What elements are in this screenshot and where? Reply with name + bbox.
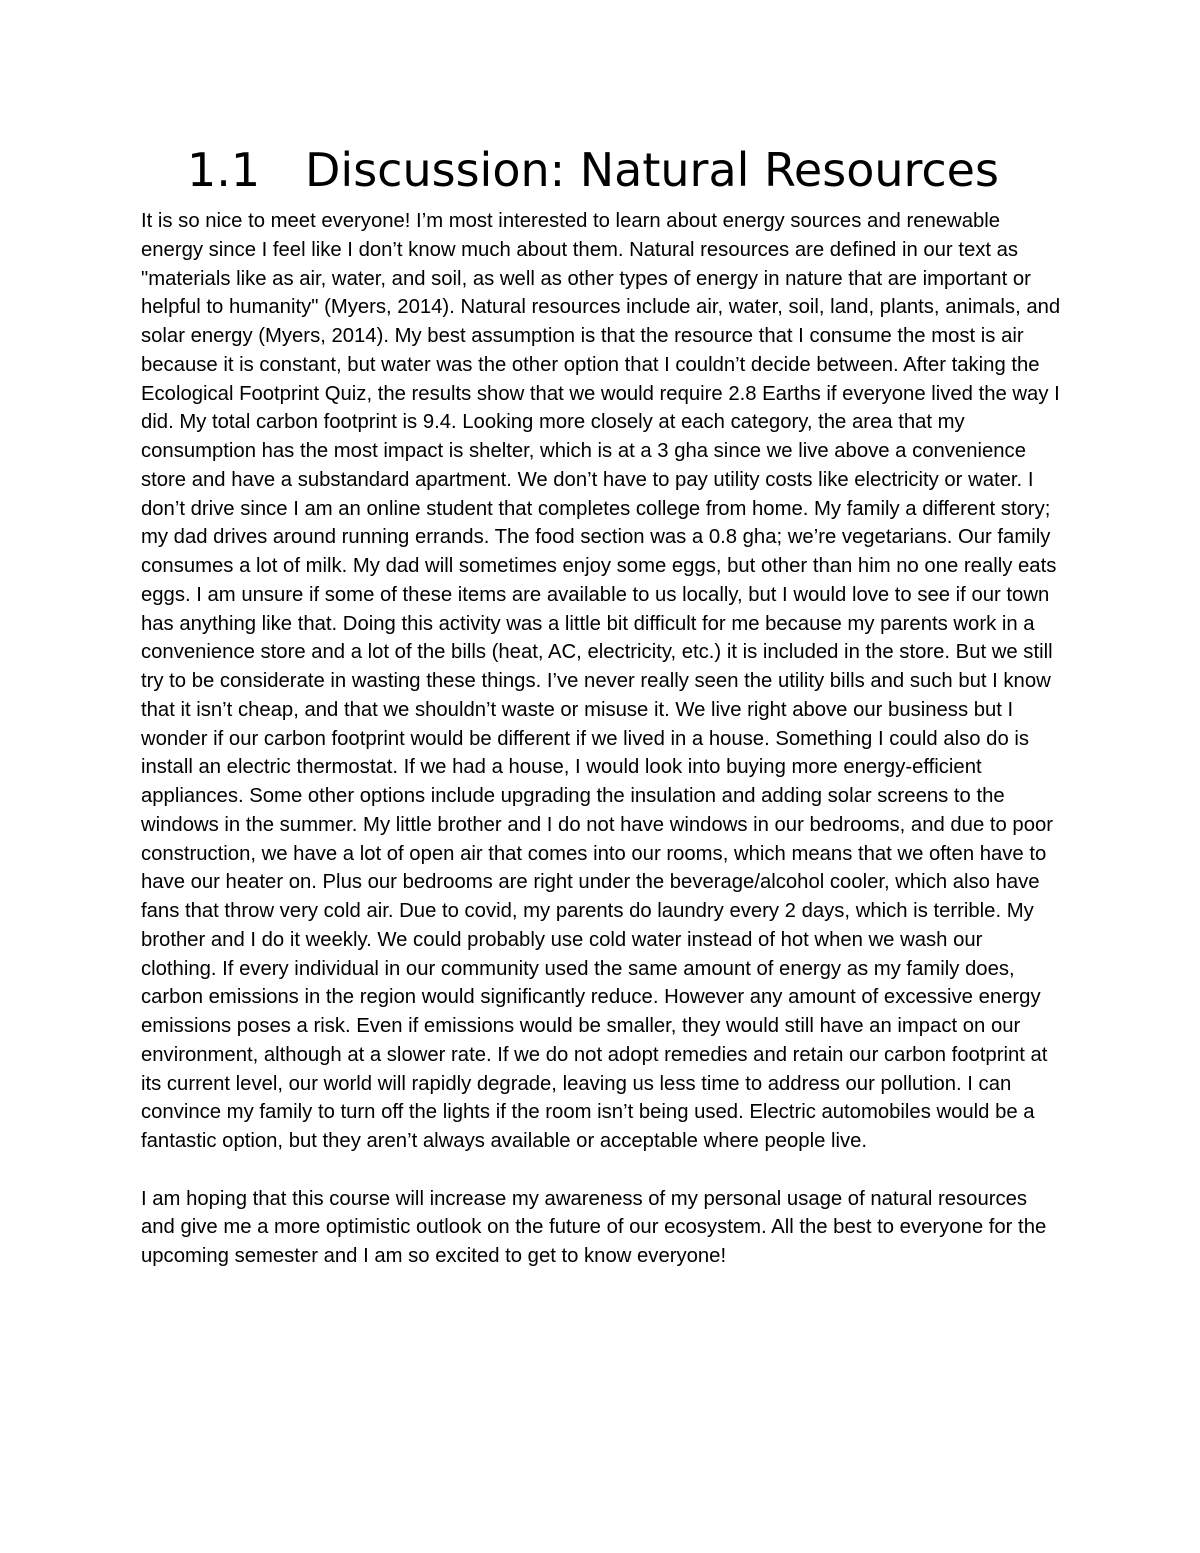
heading-number: 1.1 bbox=[187, 143, 261, 197]
heading-title: Discussion: Natural Resources bbox=[305, 143, 999, 197]
body-paragraph-2: I am hoping that this course will increase my awareness of my personal usage of natural resources and give me a more optimistic outlook on the future of our ecosystem. All the best to everyone for the upcoming semester and I am so excited to get to know everyone! bbox=[141, 1187, 1047, 1267]
page-title bbox=[187, 140, 999, 200]
body-paragraph-1: It is so nice to meet everyone! I’m most interested to learn about energy sources and renewable energy since I feel like I don’t know much about them. Natural resources are defined in our text as "materials like as air, water, and soil, as well as other types of energy in nature that are important or helpful to humanity" (Myers, 2014). Natural resources include air, water, soil, land, plants, animals, and solar energy (Myers, 2014). My best assumption is that the resource that I consume the most is air because it is constant, but water was the other option that I couldn’t decide between. After taking the Ecological Footprint Quiz, the results show that we would require 2.8 Earths if everyone lived the way I did. My total carbon footprint is 9.4. Looking more closely at each category, the area that my consumption has the most impact is shelter, which is at a 3 gha since we live above a convenience store and have a substandard apartment. We don’t have to pay utility costs like electricity or water. I don’t drive since I am an online student that completes college from home. My family a different story; my dad drives around running errands. The food section was a 0.8 gha; we’re vegetarians. Our family consumes a lot of milk. My dad will sometimes enjoy some eggs, but other than him no one really eats eggs. I am unsure if some of these items are available to us locally, but I would love to see if our town has anything like that. Doing this activity was a little bit difficult for me because my parents work in a convenience store and a lot of the bills (heat, AC, electricity, etc.) it is included in the store. But we still try to be considerate in wasting these things. I’ve never really seen the utility bills and such but I know that it isn’t cheap, and that we shouldn’t waste or misuse it. We live right above our business but I wonder if our carbon footprint would be different if we lived in a house. Something I could also do is install an electric thermostat. If we had a house, I would look into buying more energy-efficient appliances. Some other options include upgrading the insulation and adding solar screens to the windows in the summer. My little brother and I do not have windows in our bedrooms, and due to poor construction, we have a lot of open air that comes into our rooms, which means that we often have to have our heater on. Plus our bedrooms are right under the beverage/alcohol cooler, which also have fans that throw very cold air. Due to covid, my parents do laundry every 2 days, which is terrible. My brother and I do it weekly. We could probably use cold water instead of hot when we wash our clothing. If every individual in our community used the same amount of energy as my family does, carbon emissions in the region would significantly reduce. However any amount of excessive energy emissions poses a risk. Even if emissions would be smaller, they would still have an impact on our environment, although at a slower rate. If we do not adopt remedies and retain our carbon footprint at its current level, our world will rapidly degrade, leaving us less time to address our pollution. I can convince my family to turn off the lights if the room isn’t being used. Electric automobiles would be a fantastic option, but they aren’t always available or acceptable where people live. bbox=[141, 210, 1061, 1152]
document-body bbox=[141, 207, 1063, 1271]
